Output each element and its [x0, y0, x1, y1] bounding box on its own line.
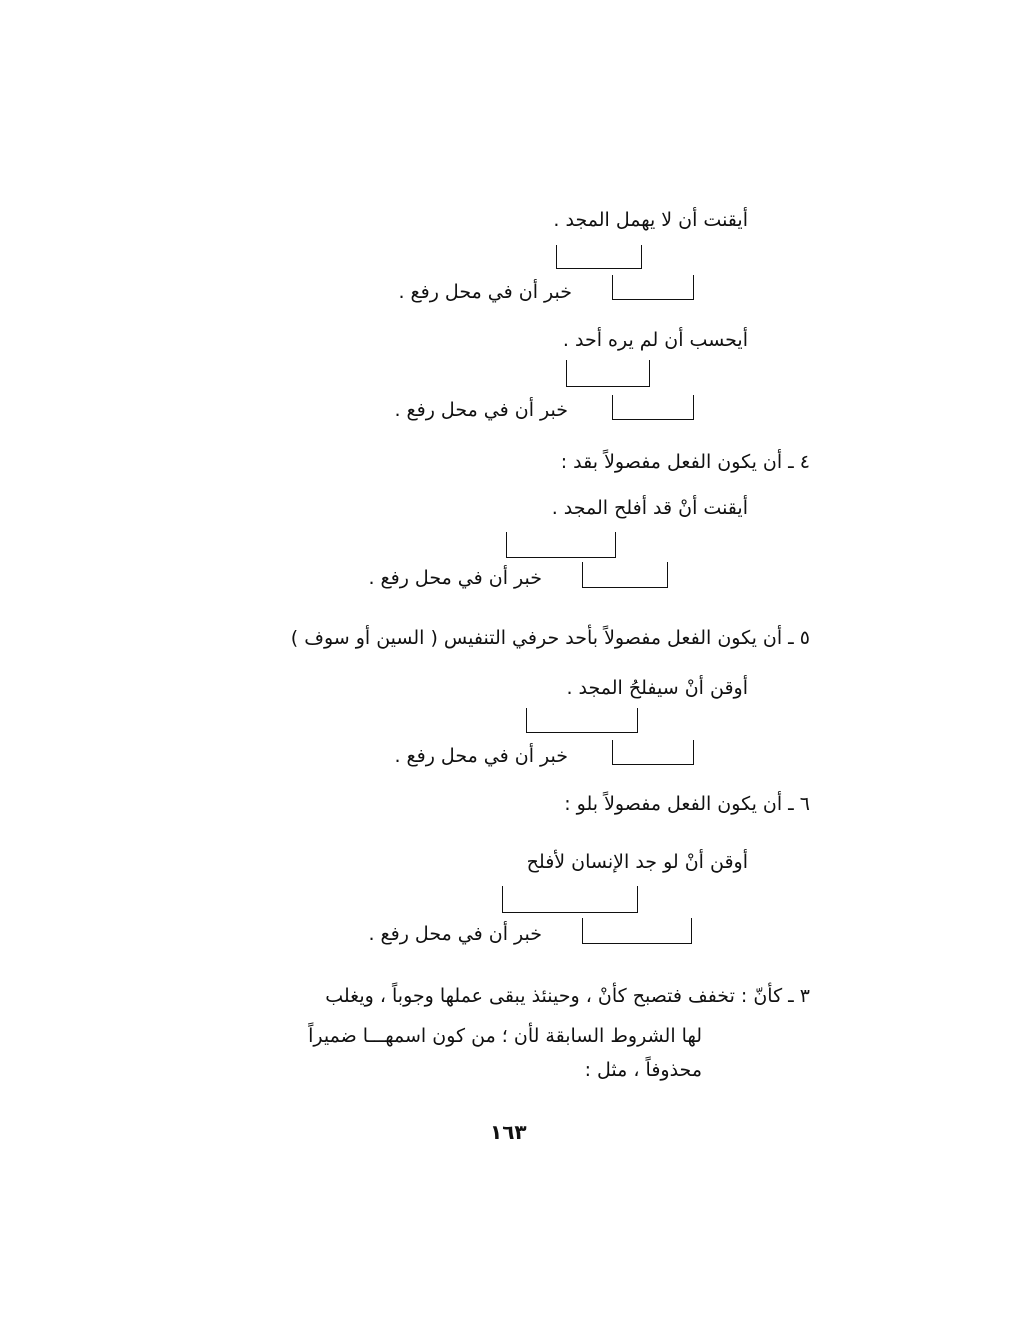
lower-bracket — [582, 562, 668, 588]
paragraph-line: محذوفاً ، مثل : — [584, 1059, 702, 1081]
example-sentence: أوقن أنْ لو جد الإنسان لأفلح — [526, 851, 748, 873]
bracket-label: خبر أن في محل رفع . — [394, 399, 568, 421]
example-sentence: أيحسب أن لم يره أحد . — [562, 329, 748, 351]
example-sentence: أيقنت أنْ قد أفلح المجد . — [551, 497, 748, 519]
section-heading: ٥ ـ أن يكون الفعل مفصولاً بأحد حرفي التنفيس ( السين أو سوف ) — [290, 627, 810, 649]
upper-bracket — [502, 886, 638, 913]
section-heading: ٤ ـ أن يكون الفعل مفصولاً بقد : — [560, 451, 810, 473]
page-number: ١٦٣ — [490, 1120, 527, 1144]
paragraph-line: لها الشروط السابقة لأن ؛ من كون اسمهـــا ضميراً — [308, 1025, 702, 1047]
lower-bracket — [612, 740, 694, 765]
bracket-label: خبر أن في محل رفع . — [398, 281, 572, 303]
upper-bracket — [566, 360, 650, 387]
example-sentence: أيقنت أن لا يهمل المجد . — [553, 209, 748, 231]
paragraph-line: ٣ ـ كأنّ : تخفف فتصبح كأنْ ، وحينئذ يبقى عملها وجوباً ، ويغلب — [325, 985, 810, 1007]
upper-bracket — [506, 532, 616, 558]
upper-bracket — [556, 245, 642, 269]
bracket-label: خبر أن في محل رفع . — [368, 567, 542, 589]
bracket-label: خبر أن في محل رفع . — [394, 745, 568, 767]
bracket-label: خبر أن في محل رفع . — [368, 923, 542, 945]
lower-bracket — [582, 918, 692, 944]
example-sentence: أوقن أنْ سيفلحُ المجد . — [566, 677, 748, 699]
lower-bracket — [612, 275, 694, 300]
lower-bracket — [612, 395, 694, 420]
section-heading: ٦ ـ أن يكون الفعل مفصولاً بلو : — [564, 793, 810, 815]
upper-bracket — [526, 708, 638, 733]
